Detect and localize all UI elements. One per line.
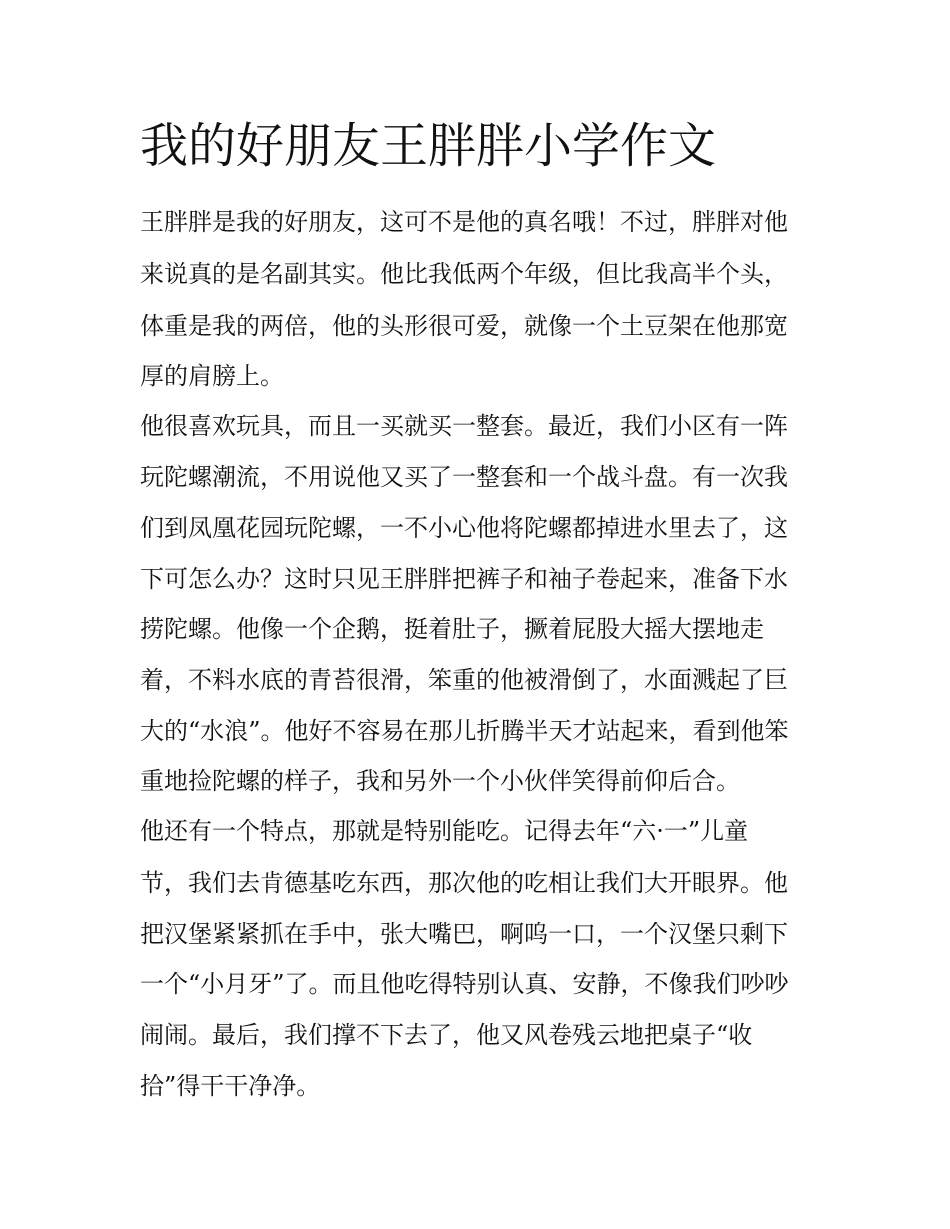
text-line: 们到凤凰花园玩陀螺，一不小心他将陀螺都掉进水里去了，这 [140, 514, 788, 542]
text-line: 王胖胖是我的好朋友，这可不是他的真名哦！不过，胖胖对他 [140, 208, 788, 236]
text-line: 他还有一个特点，那就是特别能吃。记得去年“六·一”儿童 [140, 817, 749, 845]
text-line: 体重是我的两倍，他的头形很可爱，就像一个土豆架在他那宽 [140, 312, 788, 340]
page-title: 我的好朋友王胖胖小学作文 [140, 118, 717, 174]
text-line: 大的“水浪”。他好不容易在那儿折腾半天才站起来，看到他笨 [140, 717, 789, 745]
text-line: 闹闹。最后，我们撑不下去了，他又风卷残云地把桌子“收 [140, 1021, 753, 1049]
text-line: 厚的肩膀上。 [140, 362, 284, 390]
text-line: 节，我们去肯德基吃东西，那次他的吃相让我们大开眼界。他 [140, 869, 788, 897]
text-line: 重地捡陀螺的样子，我和另外一个小伙伴笑得前仰后合。 [140, 767, 740, 795]
text-line: 玩陀螺潮流，不用说他又买了一整套和一个战斗盘。有一次我 [140, 463, 788, 491]
text-line: 来说真的是名副其实。他比我低两个年级，但比我高半个头， [140, 260, 788, 288]
text-line: 他很喜欢玩具，而且一买就买一整套。最近，我们小区有一阵 [140, 412, 788, 440]
text-line: 把汉堡紧紧抓在手中，张大嘴巴，啊呜一口，一个汉堡只剩下 [140, 920, 788, 948]
text-line: 下可怎么办？这时只见王胖胖把裤子和袖子卷起来，准备下水 [140, 565, 788, 593]
text-line: 拾”得干干净净。 [140, 1072, 321, 1100]
text-line: 着，不料水底的青苔很滑，笨重的他被滑倒了，水面溅起了巨 [140, 666, 788, 694]
text-line: 捞陀螺。他像一个企鹅，挺着肚子，撅着屁股大摇大摆地走 [140, 615, 764, 643]
text-line: 一个“小月牙”了。而且他吃得特别认真、安静，不像我们吵吵 [140, 970, 789, 998]
